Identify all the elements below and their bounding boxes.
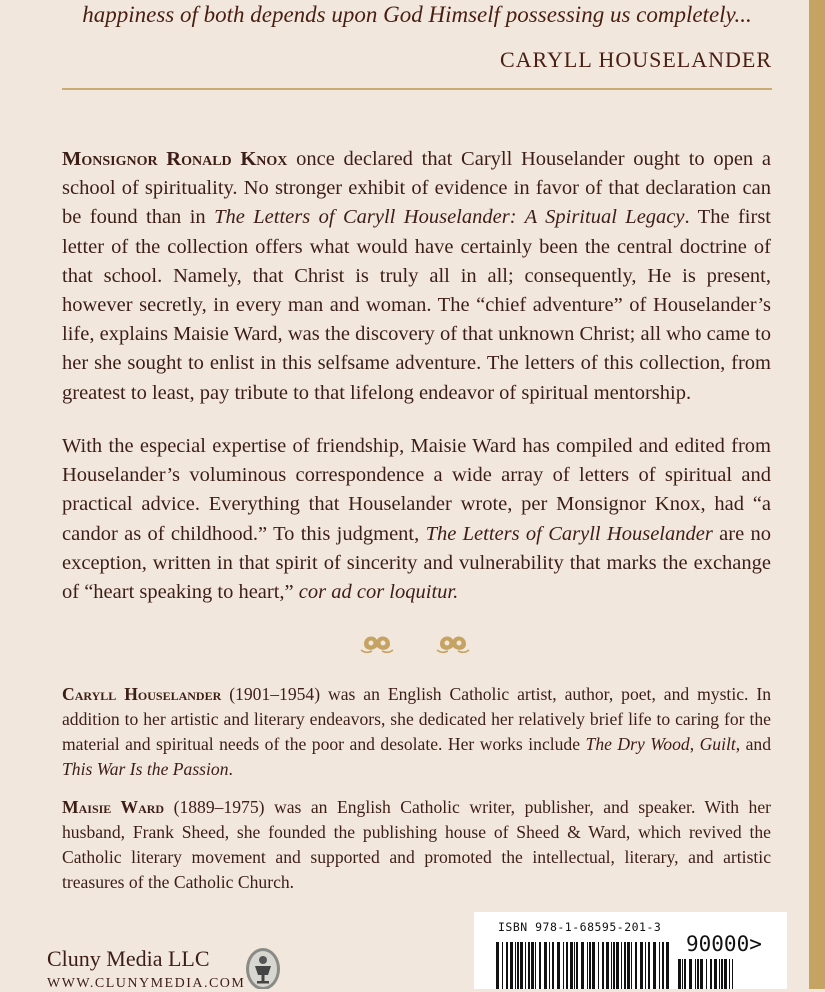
ornament-divider — [360, 632, 480, 660]
divider-rule — [62, 88, 772, 90]
para1-text-a: once declared that Caryll Houselander ought to open a school of spirituality. No stronger exhibit of evidence in favor of that declaration can be found than in — [62, 148, 771, 229]
book-title: The Letters of Caryll Houselander: A Spiritual Legacy — [214, 206, 685, 229]
barcode-addon-icon — [678, 959, 733, 989]
quote-text: happiness of both depends upon God Himself possessing us completely... — [82, 2, 752, 27]
publisher-website: WWW.CLUNYMEDIA.COM — [47, 976, 246, 991]
chalice-seal-logo-icon — [244, 946, 282, 989]
separator: , — [689, 734, 700, 754]
author-bio-houselander — [62, 682, 771, 782]
fleuron-icon — [436, 632, 470, 656]
separator: , and — [735, 734, 772, 754]
latin-phrase: cor ad cor loquitur. — [298, 581, 459, 604]
fleuron-icon — [360, 632, 394, 656]
author-bio-ward — [62, 795, 771, 895]
para1-text-b: . The first letter of the collection offers what would have certainly been the central doctrine of that school. Namely, that Christ is truly all in all; consequently, He is present, however secretly, in every man and woman. The “chief adventure” of Houselander’s life, explains Maisie Ward, was the discovery of that unknown Christ; all who came to her she sought to enlist in this selfsame adventure. The letters of this collection, from greatest to least, pay tribute to that lifelong endeavor of spiritual mentorship. — [62, 206, 771, 404]
work-title: The Dry Wood — [585, 734, 690, 754]
bio-text: (1901–1954) was an English Catholic artist, author, poet, and mystic. In addition to her artistic and literary endeavors, she dedicated her relatively brief life to caring for the material and spiritual needs of the poor and desolate. Her works include — [62, 684, 771, 754]
publisher-name: Cluny Media LLC — [47, 946, 210, 971]
book-title-short: The Letters of Caryll Houselander — [425, 522, 713, 545]
spine-edge — [809, 0, 825, 989]
para2-text-a: With the especial expertise of friendship, Maisie Ward has compiled and edited from Houselander’s voluminous correspondence a wide array of letters of spiritual and practical advice. Everything that Houselander wrote, per Monsignor Knox, had “a candor as of childhood.” To this judgment, — [62, 435, 771, 545]
barcode-icon — [496, 942, 671, 989]
barcode-panel — [474, 912, 787, 989]
work-title: Guilt — [699, 734, 736, 754]
bio-name: Caryll Houselander — [62, 684, 222, 704]
work-title: This War Is the Passion — [62, 759, 229, 779]
para2-text-b: are no exception, written in that spirit of sincerity and vulnerability that marks the exchange of “heart speaking to heart,” — [62, 522, 772, 604]
bio-name: Maisie Ward — [62, 797, 165, 817]
isbn-text: ISBN 978-1-68595-201-3 — [498, 920, 662, 934]
lead-name: Monsignor Ronald Knox — [62, 148, 288, 170]
description-paragraph-1 — [62, 145, 771, 408]
separator: . — [228, 759, 233, 779]
quote-author: CARYLL HOUSELANDER — [499, 47, 772, 72]
price-code: 90000> — [686, 932, 762, 956]
description-paragraph-2 — [62, 432, 771, 607]
bio-text: (1889–1975) was an English Catholic writer, publisher, and speaker. With her husband, Frank Sheed, she founded the publishing house of Sheed & Ward, which revived the Catholic literary movement and supported and promoted the intellectual, literary, and artistic treasures of the Catholic Church. — [62, 797, 771, 892]
